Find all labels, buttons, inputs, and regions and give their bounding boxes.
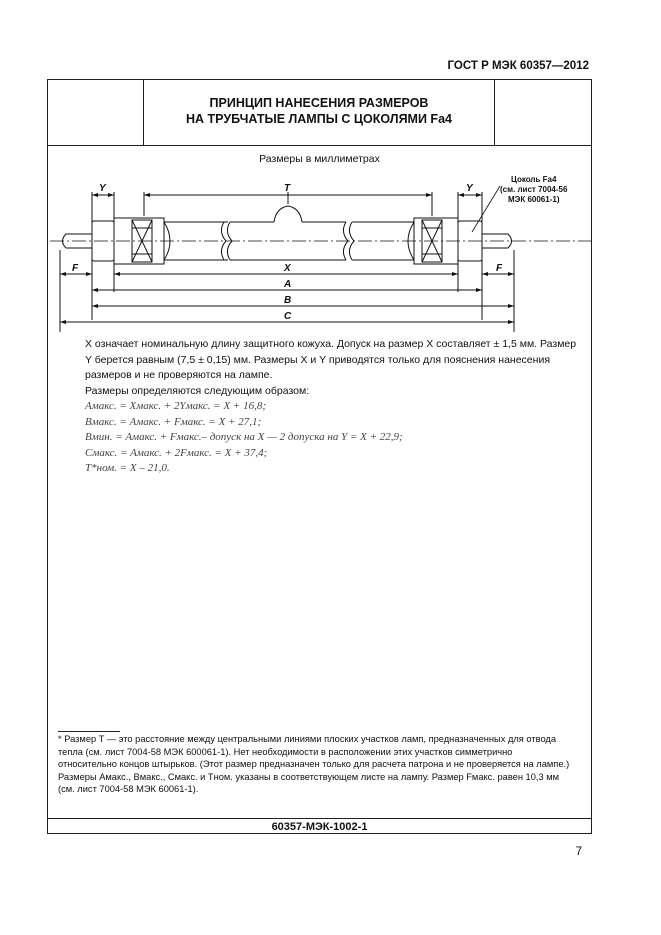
formula-a-max: Aмакс. = Xмакс. + 2Yмакс. = X + 16,8; [85,400,267,412]
dim-label-b: B [284,295,292,306]
cap-label-line-1: Цоколь Fa4 [511,175,557,184]
dim-label-y-right: Y [466,183,473,194]
page-number: 7 [575,846,582,858]
sheet-frame [47,79,592,834]
cap-label-line-3: МЭК 60061-1) [508,195,560,204]
body-paragraph-2: Размеры определяются следующим образом: [85,384,310,397]
lamp-dimension-drawing [48,172,593,334]
formula-b-max: Bмакс. = Aмакс. + Fмакс. = X + 27,1; [85,415,262,428]
dim-label-c: C [284,311,292,322]
title-box [48,80,591,146]
title-left-cell [48,80,144,145]
body-text [85,337,577,477]
exhaust-tip [274,206,302,222]
document-number: 60357-МЭК-1002-1 [271,821,368,833]
title-right-cell [494,80,591,145]
formula-c-max: Cмакс. = Aмакс. + 2Fмакс. = X + 37,4; [85,446,268,459]
dim-label-f-right: F [496,263,503,274]
dim-label-t: T [284,183,291,194]
title-line-1: ПРИНЦИП НАНЕСЕНИЯ РАЗМЕРОВ [209,96,429,110]
footnote [58,733,573,796]
dim-label-x: X [284,263,291,274]
formula-b-min: Bмин. = Aмакс. + Fмакс.– допуск на X — 2 допуска на Y = X + 22,9; [85,431,403,443]
footnote-paragraph-1: * Размер T — это расстояние между центральными линиями плоских участков ламп, предназначенных для отвода тепла (см. лист 7004-58 МЭК 600061-1). Нет необходимости в расположении этих участков симметрично относительно концов штырьков. (Этот размер предназначен только для расчета патрона и не проверяется на лампе.) [58,734,570,769]
footnote-paragraph-2: Размеры Aмакс., Bмакс., Cмакс. и Tном. указаны в соответствующем листе на лампу. Размер Fмакс. равен 10,3 мм (см. лист 7004-58 МЭК 60061-1). [58,771,560,794]
dim-label-y-left: Y [99,183,106,194]
title-line-2: НА ТРУБЧАТЫЕ ЛАМПЫ С ЦОКОЛЯМИ Fa4 [186,112,452,126]
dim-label-a: A [284,279,292,290]
standard-header: ГОСТ Р МЭК 60357—2012 [447,60,589,72]
dim-label-f-left: F [72,263,79,274]
cap-label-line-2: (см. лист 7004-56 [500,185,568,194]
body-paragraph-1: X означает номинальную длину защитного кожуха. Допуск на размер X составляет ± 1,5 мм. Размер Y берется равным (7,5 ± 0,15) мм. Размеры X и Y приводятся только для пояснения нанесения размеров и не проверяются на лампе. [85,338,577,381]
formula-t-nom: T*ном. = X – 21,0. [85,462,170,474]
page-title [144,95,494,127]
footnote-rule [58,731,120,732]
units-note: Размеры в миллиметрах [259,153,380,165]
bottom-rule [48,818,591,819]
